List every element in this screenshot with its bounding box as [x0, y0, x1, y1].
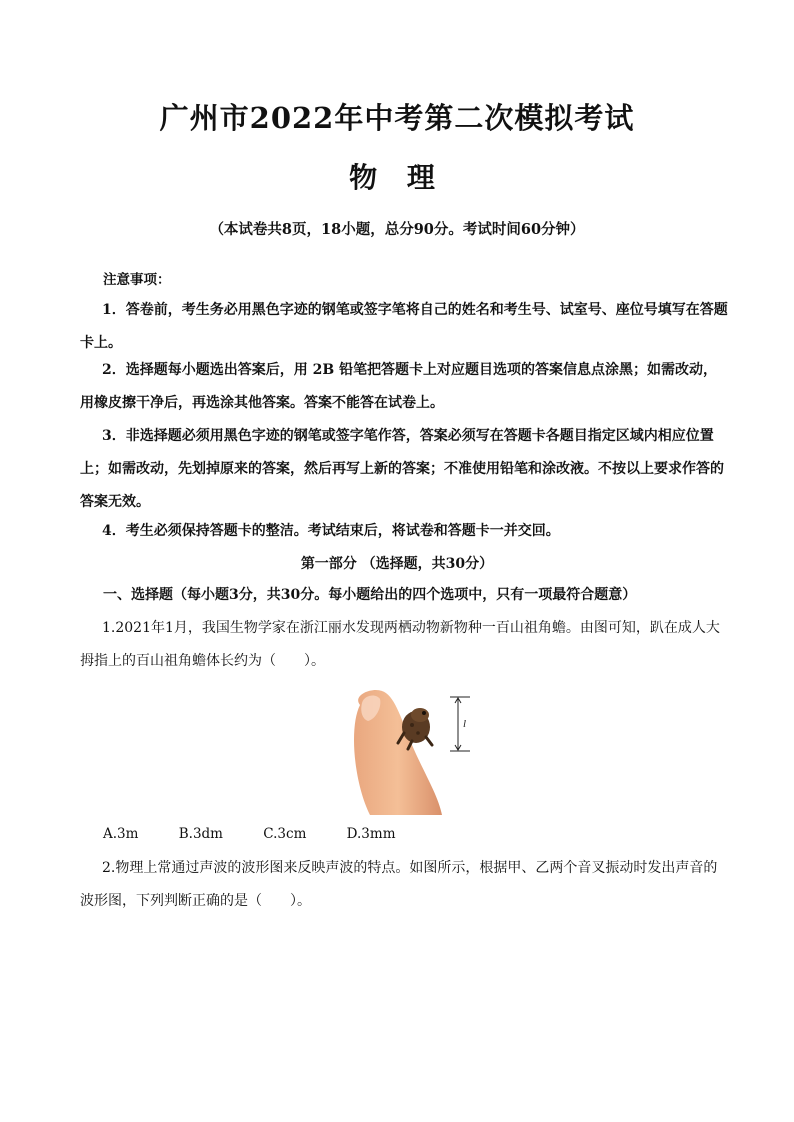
option-b: B.3dm [178, 826, 223, 842]
section-one-heading: 一、选择题（每小题3分，共30分。每小题给出的四个选项中，只有一项最符合题意） [103, 587, 637, 603]
length-marker [450, 697, 470, 751]
option-a: A.3m [103, 826, 139, 842]
notice-heading: 注意事项： [103, 272, 171, 288]
thumb-toad-figure [342, 685, 472, 815]
option-c: C.3cm [263, 826, 307, 842]
option-d: D.3mm [346, 826, 396, 842]
notice-item-2: 2．选择题每小题选出答案后，用 2B 铅笔把答题卡上对应题目选项的答案信息点涂黑；如需改动，用橡皮擦干净后，再选涂其他答案。答案不能答在试卷上。 [80, 362, 718, 411]
notice-item-3: 3．非选择题必须用黑色字迹的钢笔或签字笔作答，答案必须写在答题卡各题目指定区域内相应位置上；如需改动，先划掉原来的答案，然后再写上新的答案；不准使用铅笔和涂改液。不按以上要求作答的答案无效。 [80, 428, 724, 510]
question-1-text: 1.2021年1月，我国生物学家在浙江丽水发现两栖动物新物种一百山祖角蟾。由图可知，趴在成人大拇指上的百山祖角蟾体长约为（ ）。 [80, 620, 720, 669]
exam-info: （本试卷共8页，18小题，总分90分。考试时间60分钟） [209, 221, 585, 238]
notice-item-4: 4．考生必须保持答题卡的整洁。考试结束后，将试卷和答题卡一并交回。 [102, 523, 560, 539]
notice-item-1: 1．答卷前，考生务必用黑色字迹的钢笔或签字笔将自己的姓名和考生号、试室号、座位号填写在答题卡上。 [80, 302, 728, 351]
question-1-options [103, 826, 432, 842]
length-label: l [463, 718, 467, 730]
question-2-text: 2.物理上常通过声波的波形图来反映声波的特点。如图所示，根据甲、乙两个音叉振动时发出声音的波形图，下列判断正确的是（ ）。 [80, 860, 718, 909]
exam-title: 广州市2022年中考第二次模拟考试 [159, 101, 635, 135]
subject-title: 物 理 [349, 161, 445, 194]
part-one-title: 第一部分 （选择题，共30分） [300, 556, 494, 572]
